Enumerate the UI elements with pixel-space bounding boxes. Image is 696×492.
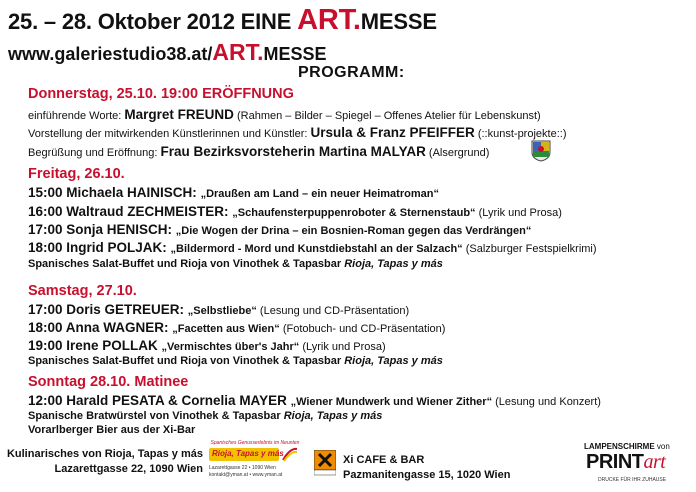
rioja-sponsor-address: Lazarettgasse 22, 1090 Wien <box>54 463 203 475</box>
freitag-heading: Freitag, 26.10. <box>28 166 125 182</box>
event-desc: (Lyrik und Prosa) <box>299 341 386 353</box>
buffet-venue: Rioja, Tapas y más <box>344 258 443 270</box>
line-name: Margret FREUND <box>124 107 234 122</box>
food-venue: Rioja, Tapas y más <box>283 410 383 422</box>
xi-bar-address: Pazmanitengasse 15, 1020 Wien <box>343 469 511 481</box>
spanish-flag-icon <box>281 446 299 467</box>
samstag-event-1 <box>28 301 409 319</box>
printart-logo-top <box>584 442 670 451</box>
event-desc: (Salzburger Festspielkrimi) <box>462 243 597 255</box>
event-title: „Bildermord - Mord und Kunstdiebstahl an der Salzach“ <box>170 243 463 255</box>
event-time-name: 17:00 Doris GETREUER: <box>28 302 188 317</box>
donnerstag-heading: Donnerstag, 25.10. 19:00 ERÖFFNUNG <box>28 86 294 102</box>
donnerstag-line-3 <box>28 143 489 161</box>
buffet-venue: Rioja, Tapas y más <box>344 355 443 367</box>
buffet-text: Spanisches Salat-Buffet und Rioja von Vinothek & Tapasbar <box>28 355 345 367</box>
url-prefix: www.galeriestudio38.at/ <box>8 44 213 64</box>
buffet-text: Spanisches Salat-Buffet und Rioja von Vinothek & Tapasbar <box>28 258 345 270</box>
event-time-name: 15:00 Michaela HAINISCH: <box>28 185 201 200</box>
event-title: „Selbstliebe“ <box>187 305 257 317</box>
event-time-name: 18:00 Ingrid POLJAK: <box>28 240 171 255</box>
samstag-event-2 <box>28 319 445 337</box>
line-label: Vorstellung der mitwirkenden Künstlerinnen und Künstler: <box>28 128 311 140</box>
freitag-buffet <box>28 258 443 270</box>
sonntag-beer: Vorarlberger Bier aus der Xi-Bar <box>28 424 196 436</box>
donnerstag-line-1 <box>28 106 541 124</box>
freitag-event-3 <box>28 221 531 239</box>
line-label: Begrüßung und Eröffnung: <box>28 147 161 159</box>
programm-heading: PROGRAMM: <box>298 64 405 81</box>
printart-lampenschirme: LAMPENSCHIRME <box>584 442 655 451</box>
line-name: Ursula & Franz PFEIFFER <box>310 125 475 140</box>
sonntag-heading: Sonntag 28.10. Matinee <box>28 374 189 390</box>
page-title <box>8 4 437 37</box>
printart-tagline: DRUCKE FÜR IHR ZUHAUSE <box>598 477 667 483</box>
event-title: „Wiener Mundwerk und Wiener Zither“ <box>290 396 493 408</box>
line-desc: (::kunst-projekte::) <box>474 128 567 140</box>
printart-von: von <box>654 442 670 451</box>
event-title: „Vermischtes über's Jahr“ <box>161 341 300 353</box>
event-title: „Die Wogen der Drina – ein Bosnien-Roman gegen das Verdrängen“ <box>175 225 532 237</box>
url-art: ART. <box>212 39 264 65</box>
event-desc: (Lyrik und Prosa) <box>475 207 562 219</box>
donnerstag-line-2 <box>28 124 566 142</box>
event-time-name: 18:00 Anna WAGNER: <box>28 320 173 335</box>
samstag-buffet <box>28 355 443 367</box>
event-time-name: 19:00 Irene POLLAK <box>28 338 162 353</box>
rioja-sponsor-name: Kulinarisches von Rioja, Tapas y más <box>6 448 203 460</box>
event-desc: (Lesung und Konzert) <box>492 396 601 408</box>
line-desc: (Rahmen – Bilder – Spiegel – Offenes Atelier für Lebenskunst) <box>233 110 541 122</box>
rioja-logo-banner <box>209 448 284 461</box>
rioja-logo <box>209 440 301 484</box>
freitag-event-1 <box>28 184 439 202</box>
rioja-logo-web: kontakt@yman.at • www.yman.at <box>209 472 283 478</box>
event-title: „Schaufensterpuppenroboter & Sternenstaub“ <box>232 207 476 219</box>
samstag-heading: Samstag, 27.10. <box>28 283 137 299</box>
line-label: einführende Worte: <box>28 110 125 122</box>
title-suffix: MESSE <box>360 9 437 34</box>
event-time-name: 12:00 Harald PESATA & Cornelia MAYER <box>28 393 291 408</box>
event-time-name: 16:00 Waltraud ZECHMEISTER: <box>28 204 233 219</box>
samstag-event-3 <box>28 337 386 355</box>
freitag-event-4 <box>28 239 597 257</box>
event-desc: (Fotobuch- und CD-Präsentation) <box>279 323 446 335</box>
printart-logo <box>584 442 684 488</box>
coat-of-arms-icon <box>531 140 551 162</box>
sonntag-event-1 <box>28 392 601 410</box>
printart-wordmark <box>586 451 665 474</box>
event-title: „Facetten aus Wien“ <box>172 323 280 335</box>
url-suffix: MESSE <box>263 44 327 64</box>
rioja-logo-tagline: Spanisches Genusserlebnis im Neunten <box>210 440 300 446</box>
xi-bar-name: Xi CAFE & BAR <box>343 454 425 466</box>
title-prefix: 25. – 28. Oktober 2012 EINE <box>8 9 298 34</box>
rioja-logo-address: Lazarettgasse 22 • 1090 Wien <box>209 465 276 471</box>
freitag-event-2 <box>28 203 562 221</box>
event-desc: (Lesung und CD-Präsentation) <box>256 305 410 317</box>
event-title: „Draußen am Land – ein neuer Heimatroman“ <box>200 188 439 200</box>
website-url <box>8 39 327 66</box>
line-desc: (Alsergrund) <box>425 147 490 159</box>
xi-bar-logo <box>314 450 336 476</box>
printart-art: art <box>643 451 666 473</box>
printart-print: PRINT <box>586 451 644 473</box>
sonntag-food <box>28 410 382 422</box>
line-name: Frau Bezirksvorsteherin Martina MALYAR <box>160 144 426 159</box>
title-art: ART. <box>297 4 361 36</box>
food-text: Spanische Bratwürstel von Vinothek & Tapasbar <box>28 410 284 422</box>
event-time-name: 17:00 Sonja HENISCH: <box>28 222 176 237</box>
rioja-logo-name: Rioja, Tapas y más <box>212 449 284 458</box>
